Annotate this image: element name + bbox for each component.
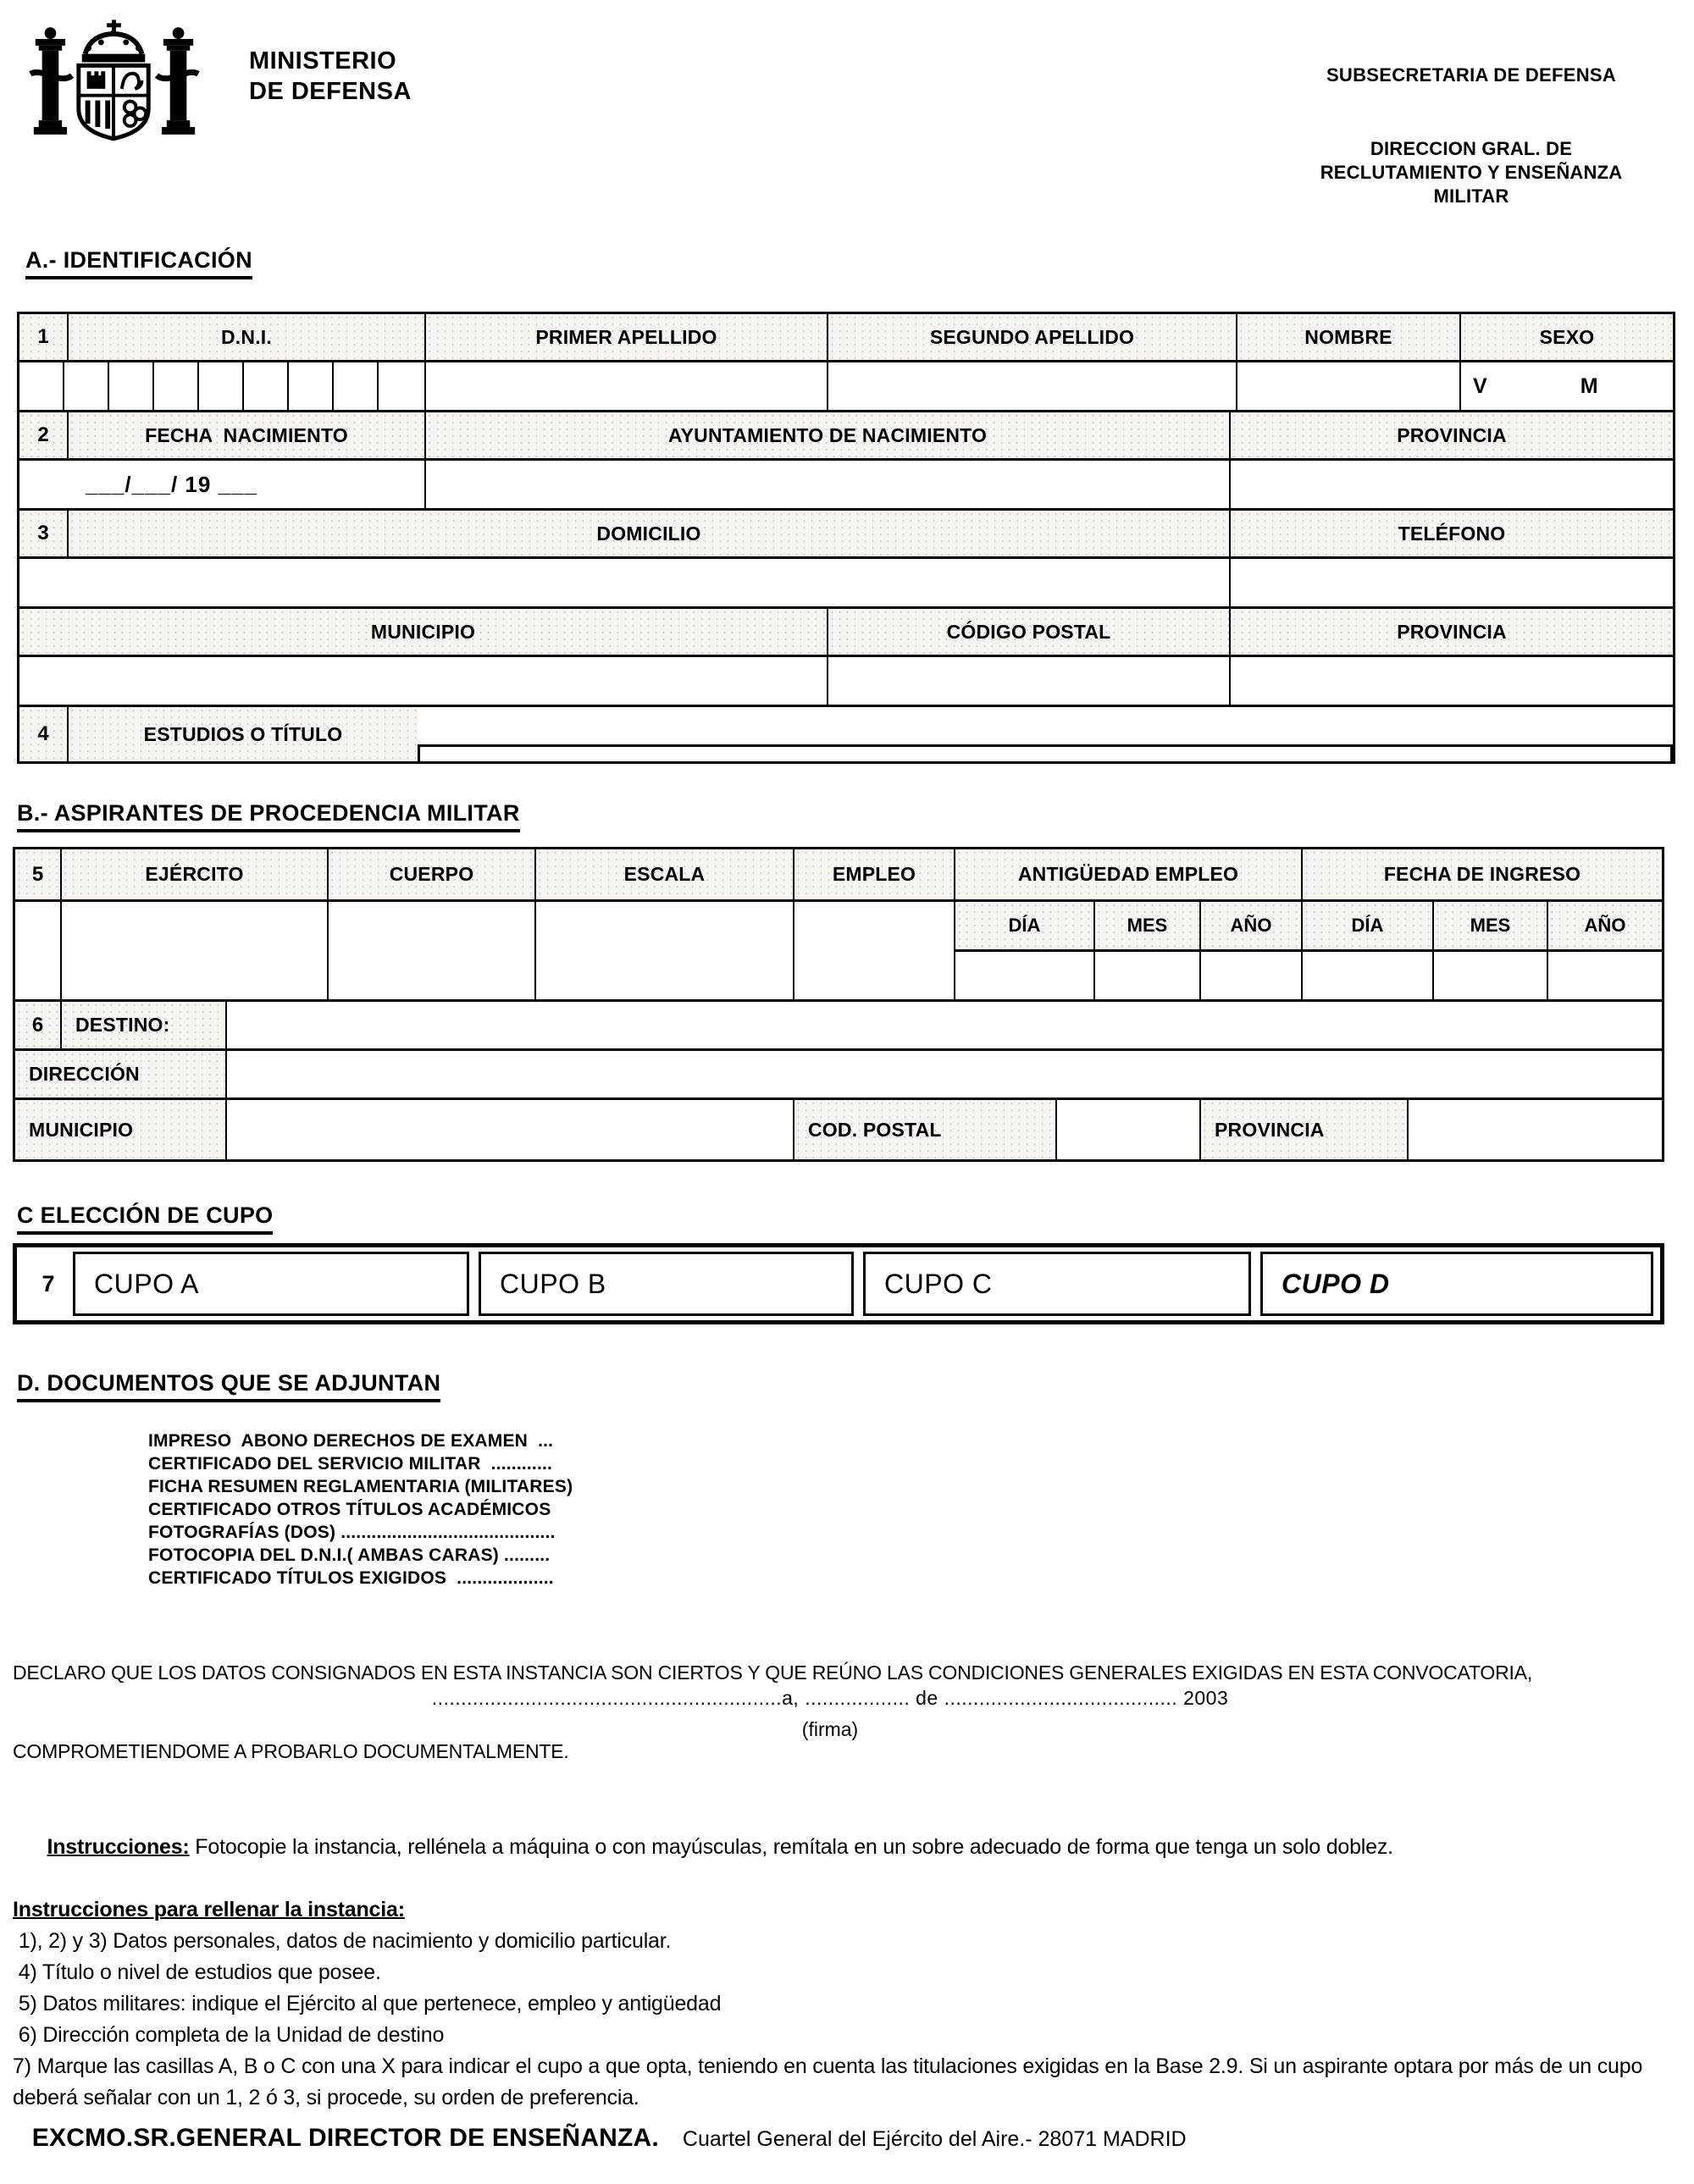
direccion-line1: DIRECCION GRAL. DE — [1370, 138, 1573, 159]
declaration-line2: COMPROMETIENDOME A PROBARLO DOCUMENTALMENTE. — [13, 1740, 569, 1762]
municipio-destino-label: MUNICIPIO — [15, 1100, 227, 1159]
row3-number: 3 — [19, 511, 69, 556]
row5-number-body — [15, 902, 62, 999]
fecha-nacimiento-input[interactable]: ___/___/ 19 ___ — [19, 461, 426, 508]
declaration-line1: DECLARO QUE LOS DATOS CONSIGNADOS EN ESTA INSTANCIA SON CIERTOS Y QUE REÚNO LAS CONDICIONES GENERALES EXIGIDAS EN ESTA CONVOCATORIA, — [13, 1661, 1533, 1684]
cupo-d-checkbox[interactable]: CUPO D — [1260, 1252, 1653, 1316]
cuerpo-input[interactable] — [329, 902, 536, 999]
ayuntamiento-input[interactable] — [426, 461, 1231, 508]
estudios-field — [418, 707, 1673, 761]
dates-subtable — [955, 902, 1662, 999]
ingreso-ano-label: AÑO — [1548, 902, 1662, 949]
antiguedad-dia-label: DÍA — [955, 902, 1095, 949]
section-c-title: C ELECCIÓN DE CUPO — [17, 1203, 273, 1235]
antiguedad-mes-input[interactable] — [1095, 952, 1201, 999]
empleo-input[interactable] — [794, 902, 955, 999]
sexo-input[interactable] — [1461, 362, 1673, 410]
estudios-input[interactable] — [418, 744, 1673, 761]
codigo-postal-input[interactable] — [828, 657, 1231, 705]
instructions-block — [13, 1800, 1686, 2114]
instruction-item: 5) Datos militares: indique el Ejército al que pertenece, empleo y antigüedad — [13, 1992, 722, 2015]
ejercito-label: EJÉRCITO — [62, 849, 329, 899]
dni-box[interactable] — [64, 362, 109, 410]
cod-postal-destino-input[interactable] — [1057, 1100, 1201, 1159]
provincia-nacimiento-label: PROVINCIA — [1231, 412, 1673, 458]
empleo-label: EMPLEO — [794, 849, 955, 899]
instruction-item: 6) Dirección completa de la Unidad de destino — [13, 2023, 445, 2047]
domicilio-label: DOMICILIO — [69, 511, 1231, 556]
document-item: CERTIFICADO TÍTULOS EXIGIDOS ................... — [148, 1568, 554, 1588]
dni-box[interactable] — [19, 362, 64, 410]
antiguedad-ano-input[interactable] — [1201, 952, 1303, 999]
document-item: CERTIFICADO OTROS TÍTULOS ACADÉMICOS — [148, 1500, 551, 1519]
provincia-destino-label: PROVINCIA — [1201, 1100, 1409, 1159]
section-d-title: D. DOCUMENTOS QUE SE ADJUNTAN — [17, 1370, 440, 1402]
antiguedad-empleo-label: ANTIGÜEDAD EMPLEO — [955, 849, 1303, 899]
escala-label: ESCALA — [536, 849, 794, 899]
municipio-input[interactable] — [19, 657, 828, 705]
ingreso-dia-label: DÍA — [1303, 902, 1434, 949]
dni-box[interactable] — [379, 362, 426, 410]
instructions-lead-text: Fotocopie la instancia, rellénela a máquina o con mayúsculas, remítala en un sobre adecuado de forma que tenga un solo doblez. — [189, 1835, 1393, 1859]
ejercito-input[interactable] — [62, 902, 329, 999]
cupo-b-checkbox[interactable]: CUPO B — [479, 1252, 854, 1316]
instructions-lead — [13, 1800, 1686, 1894]
segundo-apellido-label: SEGUNDO APELLIDO — [828, 314, 1237, 360]
cod-postal-destino-label: COD. POSTAL — [794, 1100, 1057, 1159]
ayuntamiento-label: AYUNTAMIENTO DE NACIMIENTO — [426, 412, 1231, 458]
direccion-line2: RECLUTAMIENTO Y ENSEÑANZA — [1320, 162, 1623, 183]
direccion-label: DIRECCIÓN — [15, 1051, 227, 1098]
dni-box[interactable] — [289, 362, 334, 410]
direccion-general-title — [1264, 137, 1679, 208]
footer-address: Cuartel General del Ejército del Aire.- 28071 MADRID — [682, 2127, 1187, 2151]
estudios-label: ESTUDIOS O TÍTULO — [69, 707, 418, 761]
ministry-title — [249, 46, 412, 107]
domicilio-input[interactable] — [19, 559, 1231, 606]
signature-block — [0, 1687, 1660, 1741]
dni-box[interactable] — [334, 362, 379, 410]
telefono-label: TELÉFONO — [1231, 511, 1673, 556]
antiguedad-ano-label: AÑO — [1201, 902, 1303, 949]
document-item: IMPRESO ABONO DERECHOS DE EXAMEN ... — [148, 1431, 554, 1451]
header-right — [1264, 64, 1679, 208]
document-item: CERTIFICADO DEL SERVICIO MILITAR ............ — [148, 1454, 553, 1474]
nombre-label: NOMBRE — [1237, 314, 1461, 360]
section-a-title: A.- IDENTIFICACIÓN — [25, 247, 252, 279]
dni-label: D.N.I. — [69, 314, 426, 360]
provincia-nacimiento-input[interactable] — [1231, 461, 1673, 508]
municipio-destino-input[interactable] — [227, 1100, 794, 1159]
direccion-input[interactable] — [227, 1051, 1662, 1098]
row1-number: 1 — [19, 314, 69, 360]
identification-table — [17, 312, 1675, 764]
instructions-subtitle: Instrucciones para rellenar la instancia: — [13, 1898, 405, 1921]
row4-number: 4 — [19, 707, 69, 761]
document-item: FICHA RESUMEN REGLAMENTARIA (MILITARES) — [148, 1477, 573, 1496]
dni-box[interactable] — [109, 362, 154, 410]
instructions-lead-label: Instrucciones: — [47, 1835, 190, 1859]
dni-box[interactable] — [199, 362, 244, 410]
provincia-domicilio-label: PROVINCIA — [1231, 609, 1673, 655]
row2-number: 2 — [19, 412, 69, 458]
cupo-row — [13, 1243, 1664, 1324]
firma-label: (firma) — [801, 1718, 859, 1740]
nombre-input[interactable] — [1237, 362, 1461, 410]
document-item: FOTOCOPIA DEL D.N.I.( AMBAS CARAS) ......... — [148, 1545, 551, 1565]
date-line[interactable]: ............................................................a, .................. de ........................................ 2003 — [431, 1687, 1229, 1709]
sexo-label: SEXO — [1461, 314, 1673, 360]
ingreso-ano-input[interactable] — [1548, 952, 1662, 999]
ingreso-mes-label: MES — [1434, 902, 1548, 949]
fecha-nacimiento-label: FECHA NACIMIENTO — [69, 412, 426, 458]
instruction-item: 4) Título o nivel de estudios que posee. — [13, 1960, 381, 1984]
footer — [17, 2109, 1187, 2168]
destino-input[interactable] — [227, 1002, 1662, 1048]
primer-apellido-input[interactable] — [426, 362, 828, 410]
ministry-line1: MINISTERIO — [249, 47, 397, 75]
dni-box[interactable] — [154, 362, 199, 410]
cupo-a-checkbox[interactable]: CUPO A — [73, 1252, 469, 1316]
section-b-title: B.- ASPIRANTES DE PROCEDENCIA MILITAR — [17, 800, 520, 832]
documents-list — [148, 1429, 573, 1590]
ingreso-mes-input[interactable] — [1434, 952, 1548, 999]
fecha-ingreso-label: FECHA DE INGRESO — [1303, 849, 1662, 899]
direccion-line3: MILITAR — [1433, 185, 1509, 207]
ingreso-dia-input[interactable] — [1303, 952, 1434, 999]
cupo-c-checkbox[interactable]: CUPO C — [863, 1252, 1251, 1316]
spain-coat-of-arms — [27, 19, 202, 146]
subsecretaria-title: SUBSECRETARIA DE DEFENSA — [1326, 64, 1617, 86]
ministry-line2: DE DEFENSA — [249, 78, 412, 105]
antiguedad-dia-input[interactable] — [955, 952, 1095, 999]
provincia-domicilio-input[interactable] — [1231, 657, 1673, 705]
instruction-item: 7) Marque las casillas A, B o C con una X para indicar el cupo a que opta, teniendo en cuenta las titulaciones exigidas en la Base 2.9. Si un aspirante optara por más de un cupo deberá señalar con un 1, 2 ó 3, si procede, su orden de preferencia. — [13, 2054, 1648, 2109]
segundo-apellido-input[interactable] — [828, 362, 1237, 410]
escala-input[interactable] — [536, 902, 794, 999]
cuerpo-label: CUERPO — [329, 849, 536, 899]
dni-box[interactable] — [244, 362, 289, 410]
codigo-postal-label: CÓDIGO POSTAL — [828, 609, 1231, 655]
footer-addressee: EXCMO.SR.GENERAL DIRECTOR DE ENSEÑANZA. — [31, 2124, 659, 2152]
row7-number: 7 — [42, 1270, 55, 1297]
destino-label: DESTINO: — [62, 1002, 227, 1048]
instruction-item: 1), 2) y 3) Datos personales, datos de nacimiento y domicilio particular. — [13, 1929, 672, 1953]
municipio-label: MUNICIPIO — [19, 609, 828, 655]
telefono-input[interactable] — [1231, 559, 1673, 606]
document-item: FOTOGRAFÍAS (DOS) .......................................... — [148, 1523, 556, 1542]
sexo-option-v[interactable]: V — [1473, 373, 1487, 398]
primer-apellido-label: PRIMER APELLIDO — [426, 314, 828, 360]
antiguedad-mes-label: MES — [1095, 902, 1201, 949]
provincia-destino-input[interactable] — [1409, 1100, 1662, 1159]
military-table — [13, 847, 1664, 1162]
row6-number: 6 — [15, 1002, 62, 1048]
sexo-option-m[interactable]: M — [1580, 373, 1598, 398]
row5-number: 5 — [15, 849, 62, 899]
